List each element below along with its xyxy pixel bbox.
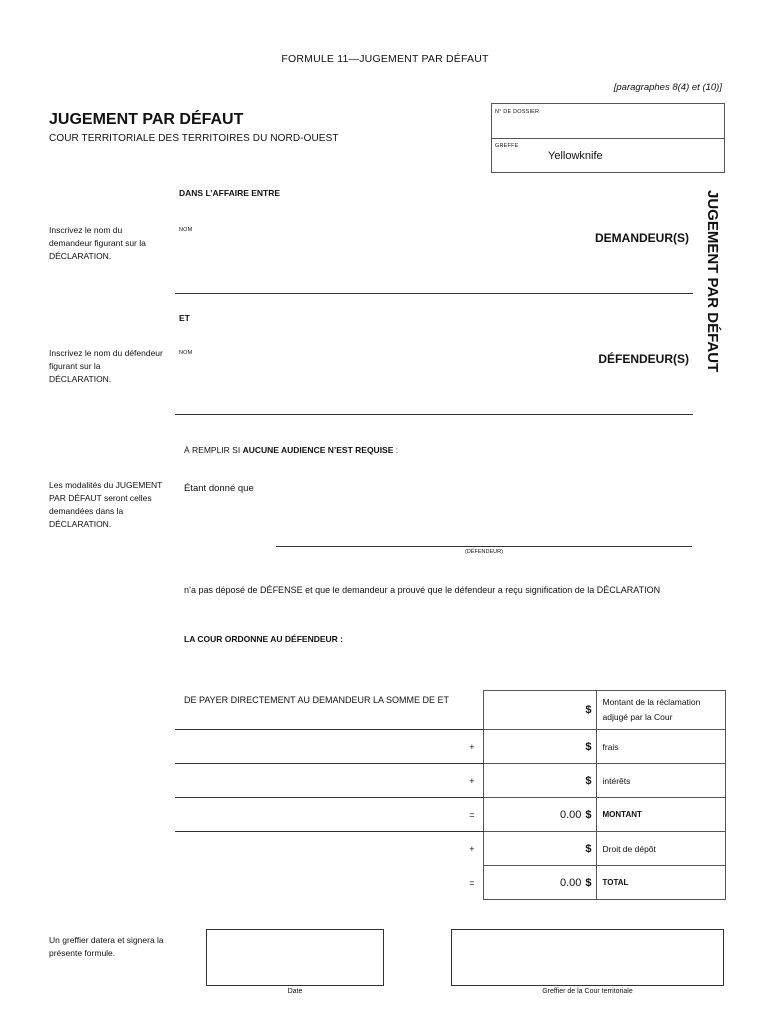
defendant-name-field[interactable] [179, 363, 579, 403]
dollar-sign: $ [585, 774, 592, 787]
costs-amount-field[interactable] [483, 730, 596, 764]
total-label: TOTAL [596, 866, 725, 900]
operator-equals: = [175, 798, 483, 832]
defendant-name-label: NOM [179, 350, 193, 356]
court-order-heading: LA COUR ORDONNE AU DÉFENDEUR : [184, 634, 343, 644]
interest-label: intérêts [596, 764, 725, 798]
defendant-label: DÉFENDEUR(S) [598, 352, 689, 366]
pay-directly-text: DE PAYER DIRECTEMENT AU DEMANDEUR LA SOMME DE ET [175, 691, 483, 730]
interest-amount-field[interactable] [483, 764, 596, 798]
judgment-statement: n’a pas déposé de DÉFENSE et que le demandeur a prouvé que le défendeur a reçu signification de la DÉCLARATION [184, 585, 661, 595]
plaintiff-label: DEMANDEUR(S) [595, 231, 689, 245]
plaintiff-instruction: Inscrivez le nom du demandeur figurant sur la DÉCLARATION. [49, 225, 146, 261]
defendant-instruction: Inscrivez le nom du défendeur figurant sur la DÉCLARATION. [49, 348, 163, 384]
subtotal-amount-value: 0.00 [559, 808, 582, 821]
clerk-instruction: Un greffier datera et signera la présente formule. [49, 935, 164, 958]
judgment-terms-note: Les modalités du JUGEMENT PAR DÉFAUT seront celles demandées dans la DÉCLARATION. [49, 480, 163, 529]
defendant-caption: (DÉFENDEUR) [465, 549, 503, 555]
clerk-signature-label: Greffier de la Cour territoriale [542, 988, 633, 995]
operator-plus: + [469, 843, 475, 854]
amount-row-filing-fee [175, 832, 725, 866]
subtotal-label: MONTANT [596, 798, 725, 832]
operator-plus: + [175, 764, 483, 798]
amount-row-subtotal [175, 798, 725, 832]
defendant-line [276, 546, 692, 547]
date-label: Date [287, 988, 303, 995]
total-amount-value: 0.00 [559, 876, 582, 889]
dollar-sign: $ [585, 740, 592, 753]
registry-field[interactable]: Yellowknife [548, 150, 603, 162]
and-label: ET [179, 313, 190, 323]
page-title: JUGEMENT PAR DÉFAUT [49, 111, 244, 128]
plaintiff-name-label: NOM [179, 227, 193, 233]
no-hearing-prefix: À REMPLIR SI [184, 445, 243, 455]
filing-fee-label: Droit de dépôt [596, 832, 725, 866]
file-number-label: N° DE DOSSIER [495, 109, 540, 115]
dollar-sign: $ [585, 876, 592, 889]
operator-plus: + [175, 730, 483, 764]
dollar-sign: $ [585, 808, 592, 821]
no-hearing-suffix: : [393, 445, 399, 455]
claim-amount-field[interactable] [483, 691, 596, 730]
form-number-title: FORMULE 11—JUGEMENT PAR DÉFAUT [281, 53, 489, 65]
plaintiff-name-field[interactable] [179, 240, 579, 280]
amounts-table [175, 690, 726, 900]
file-registry-box [491, 103, 725, 173]
clerk-signature-box[interactable] [451, 929, 724, 986]
date-box[interactable] [206, 929, 384, 986]
amount-row-claim [175, 691, 725, 730]
no-hearing-instruction [184, 442, 398, 458]
filing-fee-amount-field[interactable] [483, 832, 596, 866]
amount-row-total [175, 866, 725, 900]
costs-label: frais [596, 730, 725, 764]
side-title: JUGEMENT PAR DÉFAUT [704, 190, 721, 373]
file-number-field[interactable] [552, 116, 712, 134]
defendant-divider [175, 414, 693, 415]
registry-label: GREFFE [495, 143, 519, 149]
parties-intro: DANS L’AFFAIRE ENTRE [179, 188, 281, 198]
dollar-sign: $ [585, 842, 592, 855]
amount-row-costs [175, 730, 725, 764]
total-amount-field [483, 866, 596, 900]
paragraph-reference: [paragraphes 8(4) et (10)] [613, 82, 722, 93]
plaintiff-divider [175, 293, 693, 294]
operator-equals: = [469, 877, 475, 888]
dollar-sign: $ [585, 704, 592, 716]
court-name: COUR TERRITORIALE DES TERRITOIRES DU NORD-OUEST [49, 133, 339, 144]
claim-amount-label: Montant de la réclamation adjugé par la Cour [596, 691, 725, 730]
defendant-given-field[interactable] [276, 525, 692, 545]
no-hearing-bold: AUCUNE AUDIENCE N’EST REQUISE [242, 445, 394, 455]
amount-row-interest [175, 764, 725, 798]
given-that-text: Étant donné que [184, 483, 254, 494]
subtotal-amount-field [483, 798, 596, 832]
